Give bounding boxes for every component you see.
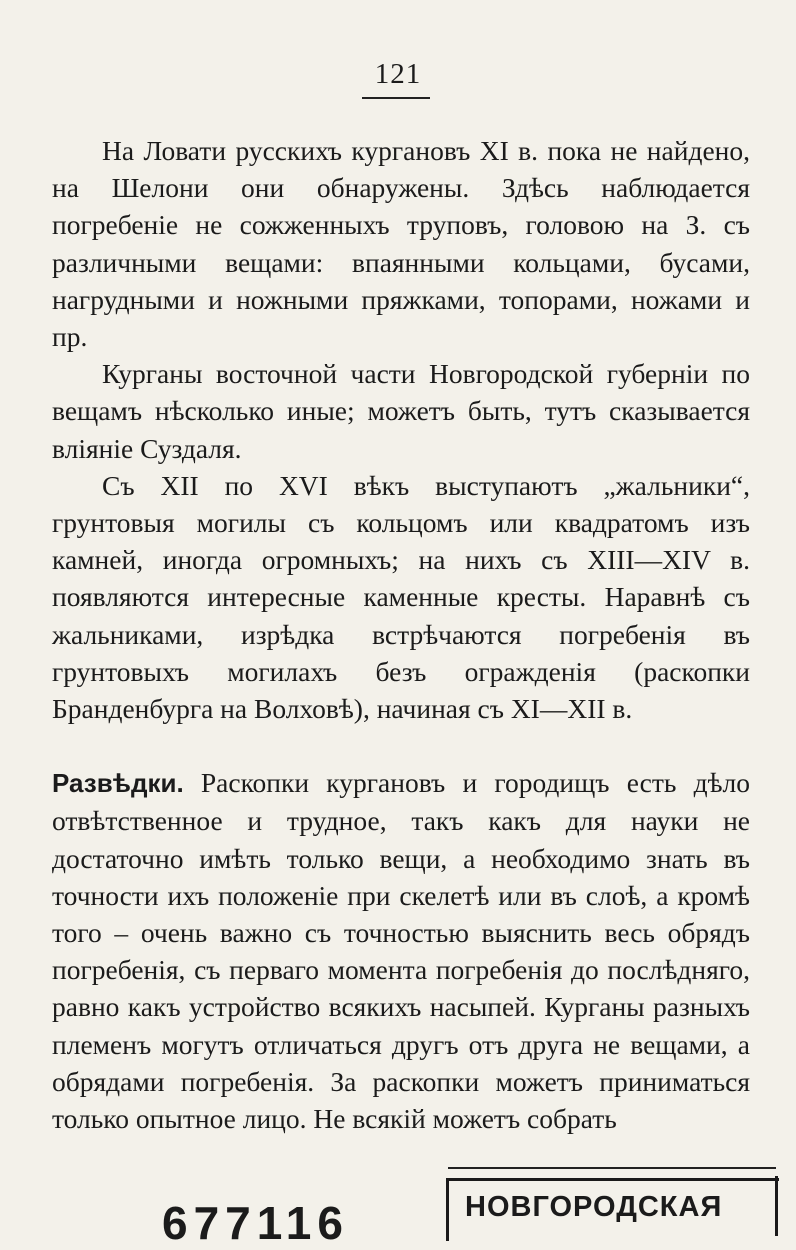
section-heading: Развѣдки. — [52, 768, 184, 799]
stamp-text: НОВГОРОДСКАЯ — [465, 1191, 723, 1223]
strikethrough-line — [448, 1167, 776, 1169]
inventory-number: 677116 — [162, 1197, 349, 1249]
paragraph-zhalniki: Съ XII по XVI вѣкъ выступаютъ „жальники“, грунтовыя могилы съ кольцомъ или квадратомъ изъ камней, иногда огромныхъ; на нихъ съ XIII—XIV в. появляются интересные каменные кресты. Наравнѣ съ жальниками, изрѣдка встрѣчаются погребенія въ грунтовыхъ могилахъ безъ огражденія (раскопки Бранденбурга на Волховѣ), начиная съ XI—XII в. — [52, 469, 750, 725]
page-number: 121 — [374, 58, 422, 90]
library-stamp — [446, 1178, 779, 1241]
section-text: Раскопки кургановъ и городищъ есть дѣло отвѣтственное и трудное, такъ какъ для науки не достаточно имѣть только вещи, а необходимо знать въ точности ихъ положеніе при скелетѣ или въ слоѣ, а кромѣ того – очень важно съ точностью выяснить весь обрядъ погребенія, съ перваго момента погребенія до послѣдняго, равно какъ устройство всякихъ насыпей. Курганы разныхъ племенъ могутъ отличаться другъ отъ друга не вещами, а обрядами погребенія. За раскопки можетъ приниматься только опытное лицо. Не всякій можетъ собрать — [52, 767, 750, 1135]
stamp-border — [775, 1176, 778, 1236]
paragraph-lovat: На Ловати русскихъ кургановъ XI в. пока не найдено, на Шелони они обнаружены. Здѣсь наблюдается погребеніе не сожженныхъ труповъ, головою на З. съ различными вещами: впаянными кольцами, бусами, нагрудными и ножными пряжками, топорами, ножами и пр. — [52, 135, 750, 353]
page-number-rule — [362, 97, 430, 99]
paragraph-razvedki — [52, 764, 750, 1137]
paragraph-eastern-kurgans: Курганы восточной части Новгородской губерніи по вещамъ нѣсколько иные; можетъ быть, тутъ сказывается вліяніе Суздаля. — [52, 358, 750, 464]
body-text — [52, 132, 750, 1137]
